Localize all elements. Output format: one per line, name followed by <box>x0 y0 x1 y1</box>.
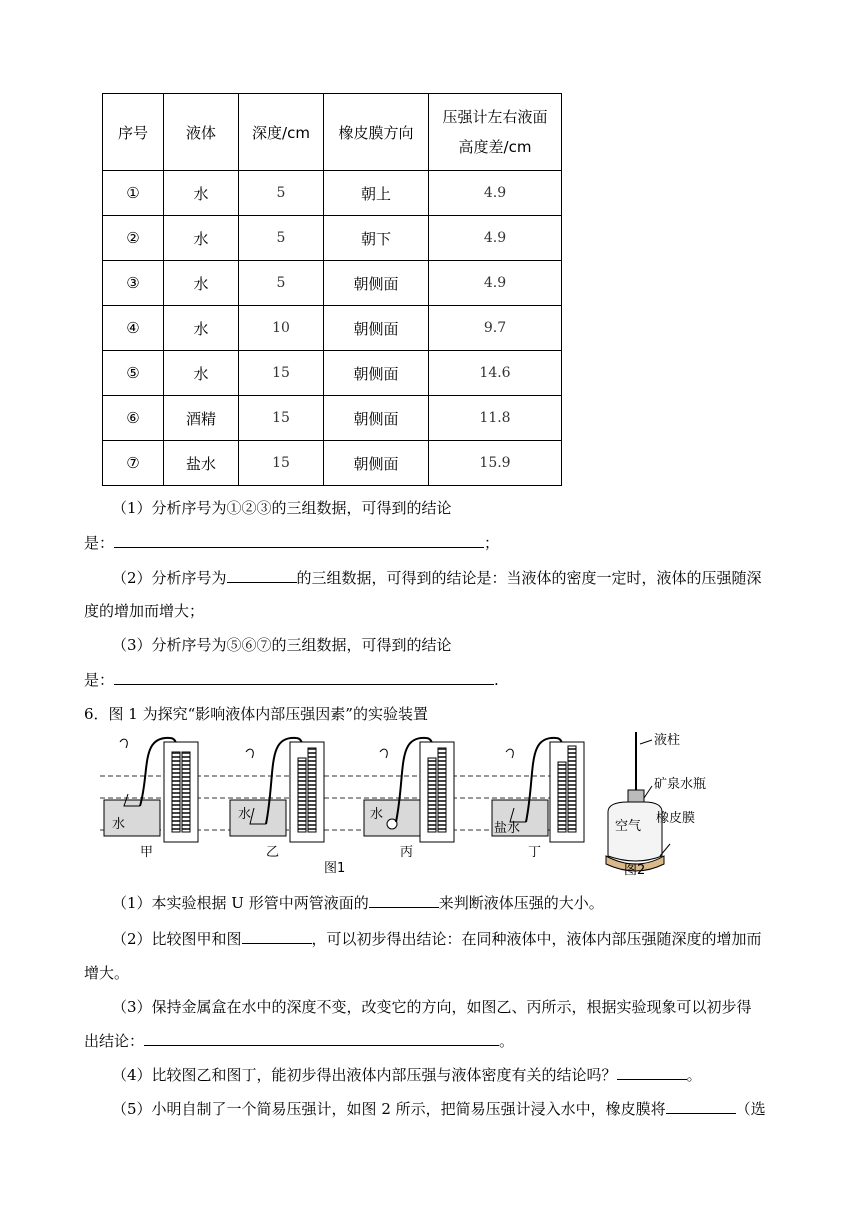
gauge-board-yi <box>290 742 324 842</box>
q5-part2-line2: 度的增加而增大； <box>84 602 205 620</box>
liquid-label-bing: 水 <box>370 807 384 822</box>
cell-direction: 朝侧面 <box>324 306 429 351</box>
cell-direction: 朝侧面 <box>324 351 429 396</box>
q5-part3-line1: （3）分析序号为⑤⑥⑦的三组数据，可得到的结论 <box>112 636 452 654</box>
callout-line-liquid-column <box>640 740 652 744</box>
cell-depth: 5 <box>239 216 324 261</box>
liquid-label-yi: 水 <box>238 807 252 822</box>
q6-part3-end: 。 <box>499 1032 515 1050</box>
q6-part5-suffix: （选 <box>735 1100 766 1118</box>
cell-depth: 10 <box>239 306 324 351</box>
q6-part4-answer-blank[interactable] <box>617 1065 687 1080</box>
callout-bottle: 矿泉水瓶 <box>654 777 707 792</box>
header-index: 序号 <box>103 94 164 171</box>
q5-part1-prefix: 是： <box>84 534 115 552</box>
cell-liquid: 水 <box>164 261 239 306</box>
cell-liquid: 水 <box>164 306 239 351</box>
hand-yi <box>246 749 253 758</box>
apparatus-bing <box>364 738 454 860</box>
cell-depth: 15 <box>239 396 324 441</box>
q6-part1-prefix: （1）本实验根据 U 形管中两管液面的 <box>112 894 369 912</box>
table-body <box>103 171 562 486</box>
header-membrane-direction: 橡皮膜方向 <box>324 94 429 171</box>
gauge-board-bing <box>420 742 454 842</box>
header-depth: 深度/cm <box>239 94 324 171</box>
u-tube-left-ding <box>558 762 566 832</box>
cell-direction: 朝侧面 <box>324 261 429 306</box>
q6-part3-answer-blank[interactable] <box>144 1031 499 1046</box>
cell-direction: 朝上 <box>324 171 429 216</box>
u-tube-left-yi <box>298 758 306 832</box>
cell-liquid: 水 <box>164 216 239 261</box>
cell-height-difference: 9.7 <box>429 306 562 351</box>
callout-liquid-column: 液柱 <box>654 733 681 748</box>
cell-index: ② <box>103 216 164 261</box>
q6-part1 <box>112 892 604 913</box>
q6-part2-line2: 增大。 <box>84 964 130 982</box>
experiment-data-table <box>102 93 562 486</box>
gauge-board-ding <box>550 742 584 842</box>
q5-part2-answer-blank[interactable] <box>227 568 297 583</box>
cell-depth: 15 <box>239 441 324 486</box>
cell-height-difference: 14.6 <box>429 351 562 396</box>
cell-direction: 朝侧面 <box>324 396 429 441</box>
cell-index: ⑥ <box>103 396 164 441</box>
q5-part3-line2 <box>84 669 499 690</box>
cell-liquid: 水 <box>164 351 239 396</box>
q5-part1-end: ； <box>484 534 500 552</box>
cell-direction: 朝下 <box>324 216 429 261</box>
callout-line-bottle <box>644 786 652 798</box>
figure2-label: 图2 <box>624 863 646 878</box>
q6-part2-suffix: ，可以初步得出结论：在同种液体中，液体内部压强随深度的增加而 <box>311 930 762 948</box>
cell-index: ⑦ <box>103 441 164 486</box>
q5-part1-answer-blank[interactable] <box>114 533 484 548</box>
bottle-cap <box>628 790 644 802</box>
q6-part3-prefix: 出结论： <box>84 1032 145 1050</box>
cell-liquid: 酒精 <box>164 396 239 441</box>
q6-title: 6．图 1 为探究“影响液体内部压强因素”的实验装置 <box>84 705 428 723</box>
q6-part4-prefix: （4）比较图乙和图丁，能初步得出液体内部压强与液体密度有关的结论吗？ <box>112 1066 617 1084</box>
table-row <box>103 396 562 441</box>
apparatus-ding <box>492 738 584 860</box>
figure2-bottle <box>606 732 706 878</box>
table-row <box>103 441 562 486</box>
experiment-figure <box>100 732 710 880</box>
liquid-label-jia: 水 <box>112 817 126 832</box>
q6-part5 <box>112 1098 766 1119</box>
apparatus-jia <box>104 738 198 860</box>
gauge-board-jia <box>164 742 198 842</box>
q5-part2-suffix: 的三组数据，可得到的结论是：当液体的密度一定时，液体的压强随深 <box>296 569 762 587</box>
q6-part2-line1 <box>112 928 762 949</box>
cell-height-difference: 11.8 <box>429 396 562 441</box>
q6-part5-answer-blank[interactable] <box>666 1099 736 1114</box>
cell-height-difference: 4.9 <box>429 216 562 261</box>
callout-membrane: 橡皮膜 <box>656 811 696 826</box>
q5-part2-line1 <box>112 567 762 588</box>
cell-direction: 朝侧面 <box>324 441 429 486</box>
q6-part3-line1: （3）保持金属盒在水中的深度不变，改变它的方向，如图乙、丙所示，根据实验现象可以初步得 <box>112 998 752 1016</box>
cell-index: ③ <box>103 261 164 306</box>
q6-part4 <box>112 1064 702 1085</box>
liquid-label-ding: 盐水 <box>494 821 521 836</box>
u-tube-left-jia <box>172 752 180 832</box>
q6-part2-prefix: （2）比较图甲和图 <box>112 930 242 948</box>
table-header-row <box>103 94 562 171</box>
q6-part1-suffix: 来判断液体压强的大小。 <box>438 894 604 912</box>
q6-part3-line2 <box>84 1030 514 1051</box>
beaker-name-yi: 乙 <box>266 845 280 860</box>
header-height-difference <box>429 94 562 171</box>
table-row <box>103 171 562 216</box>
bottle-inside-label: 空气 <box>615 819 642 834</box>
header-height-difference-line2: 高度差/cm <box>458 138 532 156</box>
u-tube-right-yi <box>308 748 316 832</box>
cell-liquid: 水 <box>164 171 239 216</box>
hand-ding <box>506 749 513 758</box>
cell-index: ④ <box>103 306 164 351</box>
cell-height-difference: 4.9 <box>429 171 562 216</box>
cell-depth: 5 <box>239 261 324 306</box>
q6-part4-end: 。 <box>686 1066 702 1084</box>
hand-jia <box>120 739 127 748</box>
table-row <box>103 261 562 306</box>
u-tube-right-bing <box>438 748 446 832</box>
cell-depth: 5 <box>239 171 324 216</box>
q6-part1-answer-blank[interactable] <box>369 893 439 908</box>
hand-bing <box>380 749 387 758</box>
q5-part2-prefix: （2）分析序号为 <box>112 569 227 587</box>
cell-height-difference: 4.9 <box>429 261 562 306</box>
table-row <box>103 216 562 261</box>
q5-part3-answer-blank[interactable] <box>114 670 494 685</box>
q6-part5-prefix: （5）小明自制了一个简易压强计，如图 2 所示，把简易压强计浸入水中，橡皮膜将 <box>112 1100 666 1118</box>
cell-liquid: 盐水 <box>164 441 239 486</box>
cell-index: ⑤ <box>103 351 164 396</box>
u-tube-right-jia <box>182 752 190 832</box>
q5-part1-line2 <box>84 532 499 553</box>
cell-index: ① <box>103 171 164 216</box>
beaker-name-bing: 丙 <box>400 845 414 860</box>
q5-part3-prefix: 是： <box>84 671 115 689</box>
q5-part1-line1: （1）分析序号为①②③的三组数据，可得到的结论 <box>112 499 452 517</box>
header-height-difference-line1: 压强计左右液面 <box>442 108 548 126</box>
cell-height-difference: 15.9 <box>429 441 562 486</box>
figure1-label: 图1 <box>324 861 346 876</box>
apparatus-yi <box>230 738 324 860</box>
q5-part3-end: . <box>494 671 499 689</box>
u-tube-left-bing <box>428 758 436 832</box>
beaker-name-jia: 甲 <box>140 845 154 860</box>
table-row <box>103 351 562 396</box>
cell-depth: 15 <box>239 351 324 396</box>
header-liquid: 液体 <box>164 94 239 171</box>
table-row <box>103 306 562 351</box>
beaker-name-ding: 丁 <box>528 845 542 860</box>
u-tube-right-ding <box>568 746 576 832</box>
q6-part2-answer-blank[interactable] <box>242 929 312 944</box>
